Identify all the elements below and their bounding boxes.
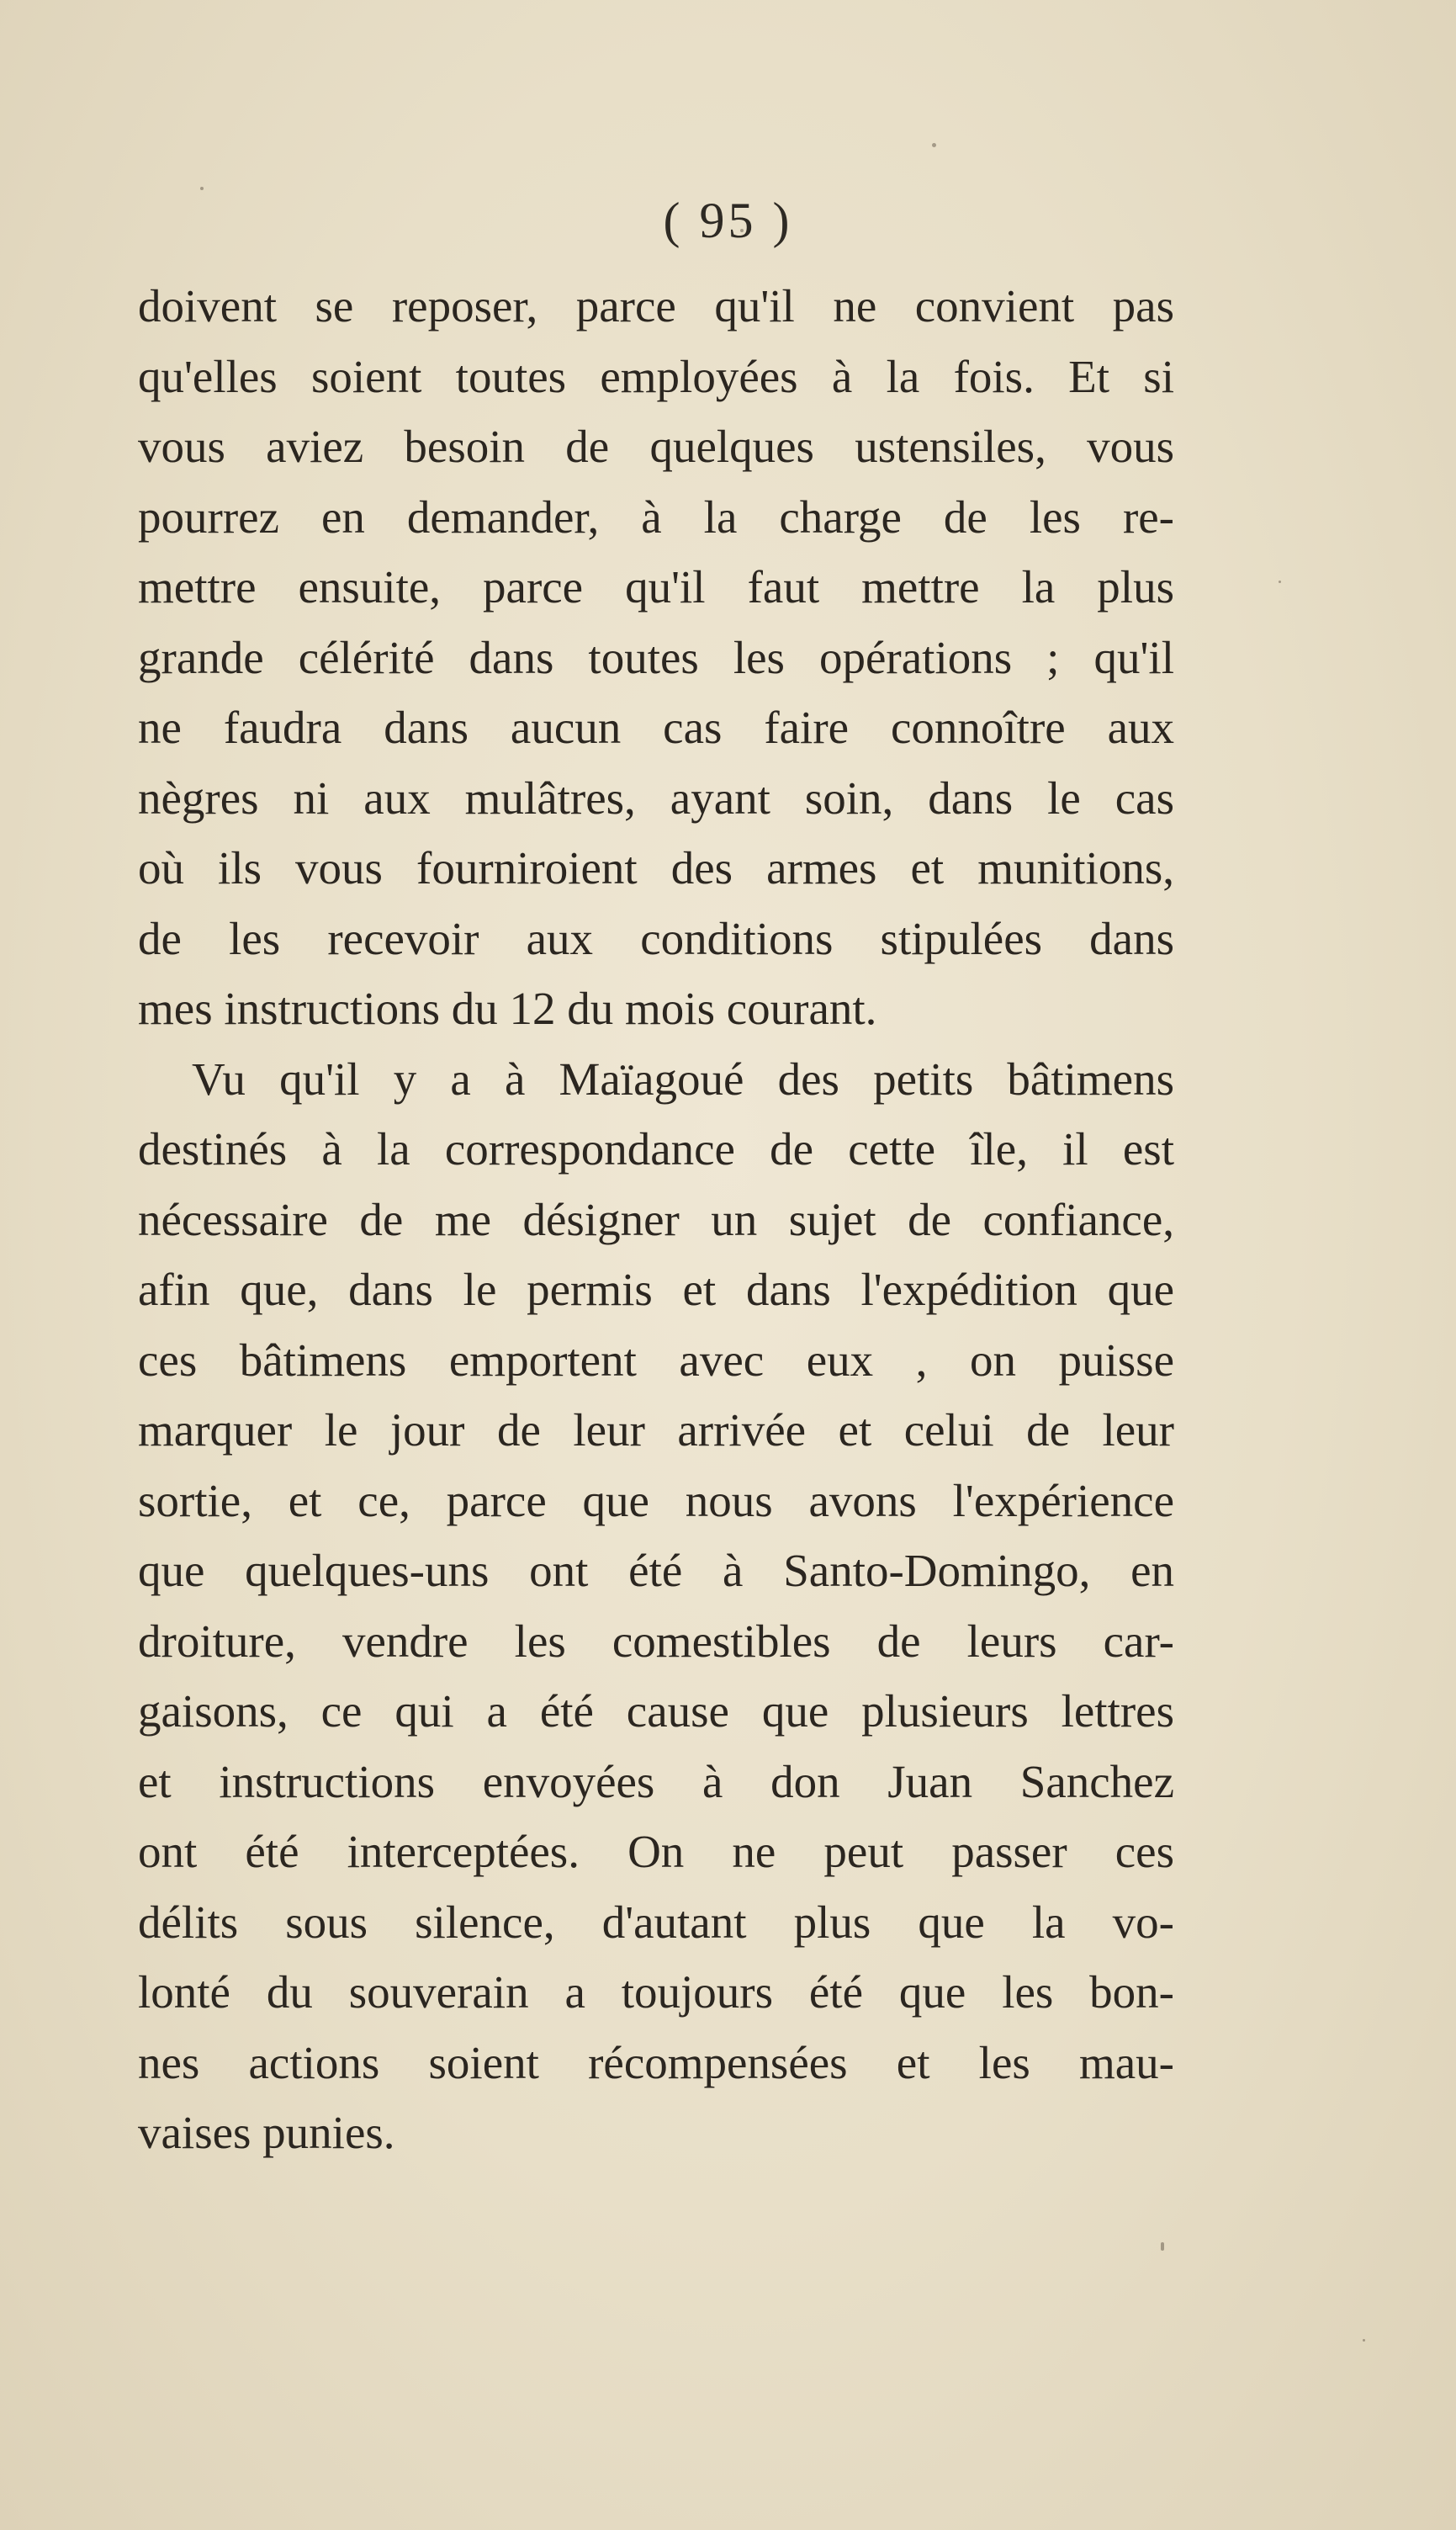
text-line: délits sous silence, d'autant plus que la vo- (138, 1896, 1174, 1948)
text-line: ces bâtimens emportent avec eux , on puisse (138, 1334, 1174, 1386)
text-line: sortie, et ce, parce que nous avons l'expérience (138, 1474, 1174, 1526)
text-line: ont été interceptées. On ne peut passer ces (138, 1826, 1174, 1877)
text-line: nécessaire de me désigner un sujet de confiance, (138, 1193, 1174, 1245)
text-line: droiture, vendre les comestibles de leurs car- (138, 1615, 1174, 1667)
text-line: nègres ni aux mulâtres, ayant soin, dans le cas (138, 772, 1174, 824)
paper-speck (200, 187, 204, 190)
text-line: qu'elles soient toutes employées à la fois. Et si (138, 350, 1174, 402)
text-line: où ils vous fourniroient des armes et munitions, (138, 842, 1174, 894)
paper-speck (1161, 2242, 1164, 2251)
paragraph-start-line: Vu qu'il y a à Maïagoué des petits bâtimens (192, 1053, 1174, 1105)
text-line: lonté du souverain a toujours été que les bon- (138, 1966, 1174, 2018)
text-line: doivent se reposer, parce qu'il ne convient pas (138, 280, 1174, 331)
text-line: mettre ensuite, parce qu'il faut mettre la plus (138, 561, 1174, 613)
body-text (138, 271, 1174, 2168)
text-line: afin que, dans le permis et dans l'expédition que (138, 1264, 1174, 1315)
page-number: ( 95 ) (663, 193, 793, 248)
text-line: vous aviez besoin de quelques ustensiles, vous (138, 421, 1174, 472)
paper-speck (932, 143, 936, 147)
text-line: gaisons, ce qui a été cause que plusieurs lettres (138, 1685, 1174, 1737)
paper-speck (1363, 2339, 1365, 2342)
paper-speck (1279, 581, 1281, 583)
text-line: grande célérité dans toutes les opérations ; qu'il (138, 631, 1174, 683)
text-line: marquer le jour de leur arrivée et celui de leur (138, 1404, 1174, 1456)
text-line: que quelques-uns ont été à Santo-Domingo, en (138, 1545, 1174, 1596)
text-line: ne faudra dans aucun cas faire connoître aux (138, 702, 1174, 753)
text-line: pourrez en demander, à la charge de les re- (138, 491, 1174, 543)
text-line: et instructions envoyées à don Juan Sanchez (138, 1755, 1174, 1807)
text-line: de les recevoir aux conditions stipulées dans (138, 912, 1174, 964)
text-line: nes actions soient récompensées et les mau- (138, 2036, 1174, 2088)
paragraph-end-line: vaises punies. (138, 2107, 395, 2158)
text-line: destinés à la correspondance de cette île, il est (138, 1123, 1174, 1175)
paragraph-end-line: mes instructions du 12 du mois courant. (138, 983, 877, 1034)
